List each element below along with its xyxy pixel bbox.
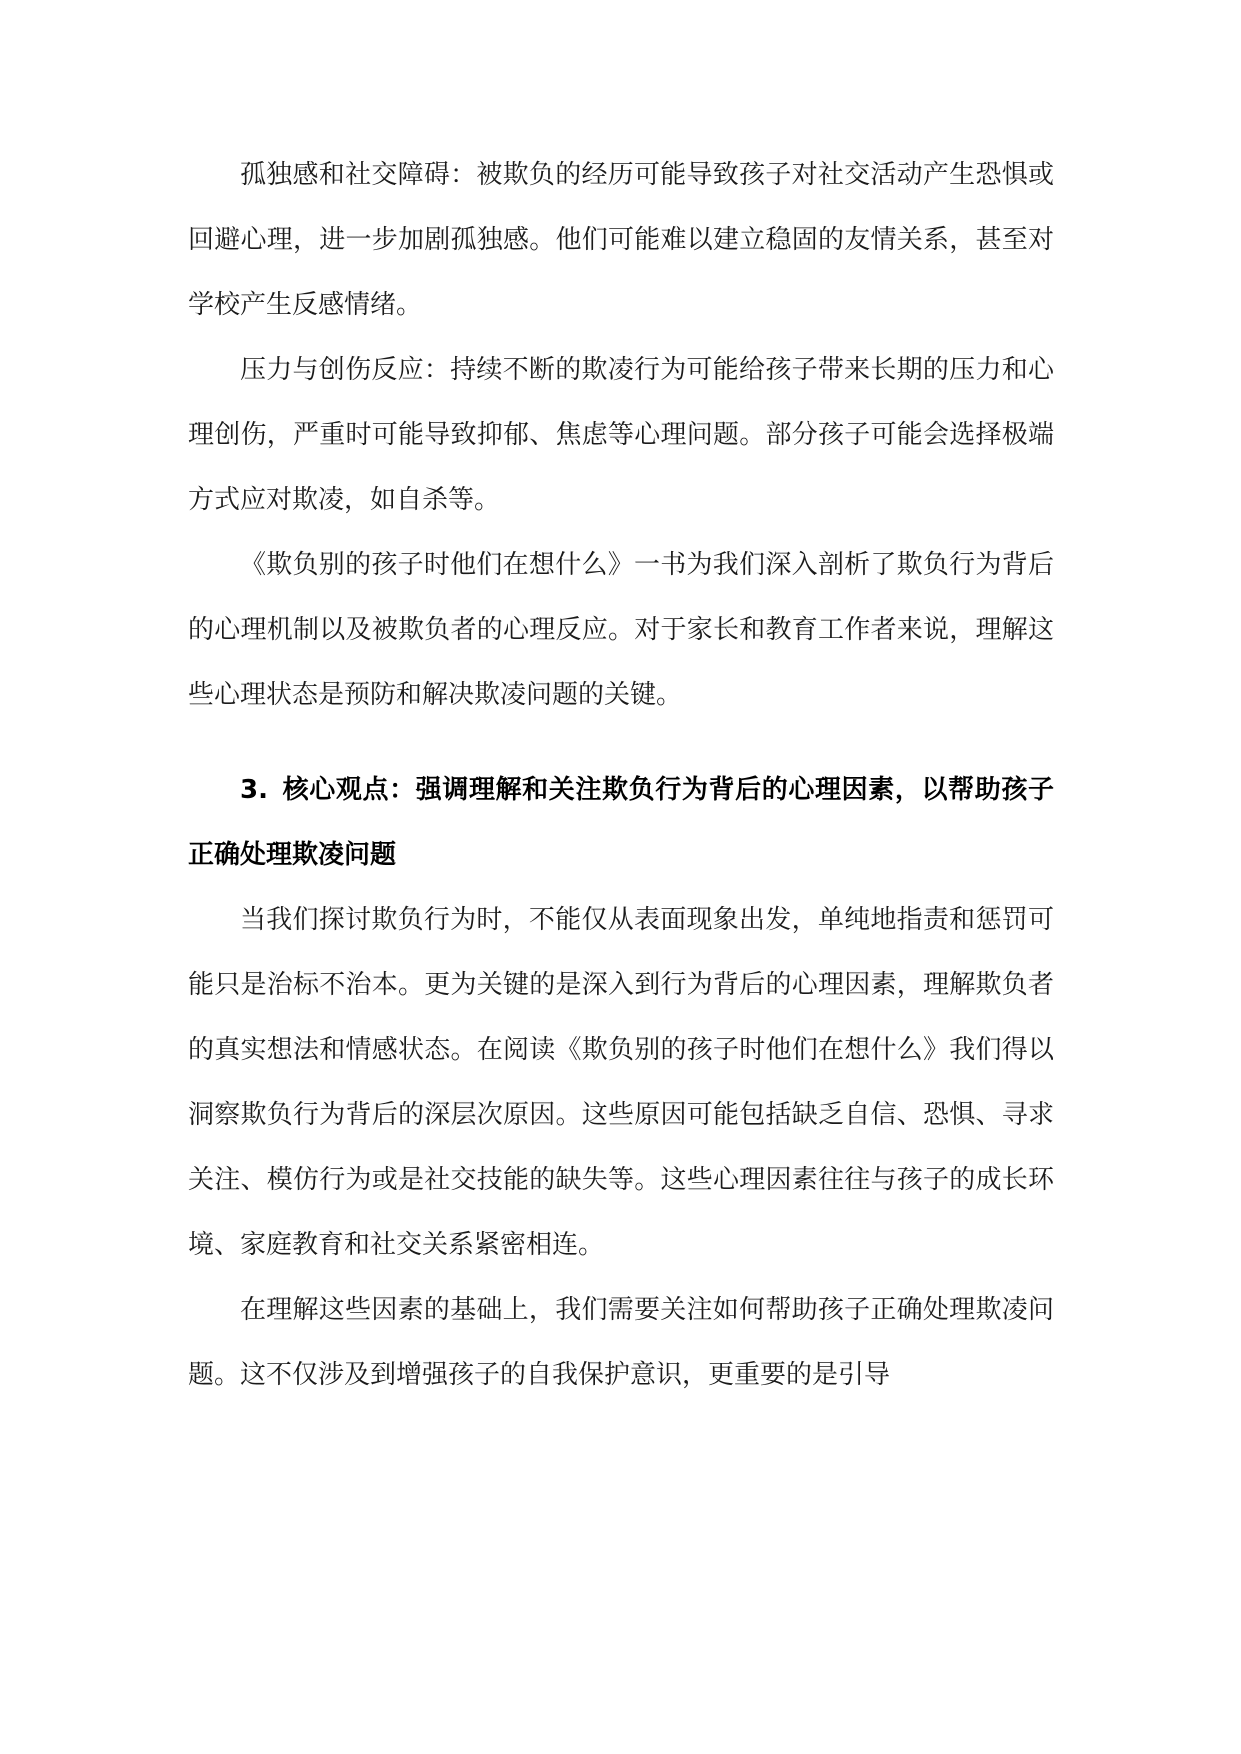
section-spacer: [188, 728, 1054, 758]
paragraph-book-summary: 《欺负别的孩子时他们在想什么》一书为我们深入剖析了欺负行为背后的心理机制以及被欺负者的心理反应。对于家长和教育工作者来说，理解这些心理状态是预防和解决欺凌问题的关键。: [188, 550, 1054, 710]
section-number: 3.: [240, 775, 268, 805]
section-title: 核心观点：强调理解和关注欺负行为背后的心理因素，以帮助孩子正确处理欺凌问题: [188, 775, 1054, 870]
document-body: [188, 143, 1054, 1408]
paragraph-loneliness: 孤独感和社交障碍：被欺负的经历可能导致孩子对社交活动产生恐惧或回避心理，进一步加剧孤独感。他们可能难以建立稳固的友情关系，甚至对学校产生反感情绪。: [188, 160, 1054, 320]
section-heading: [188, 758, 1054, 888]
paragraph-understanding-causes: 当我们探讨欺负行为时，不能仅从表面现象出发，单纯地指责和惩罚可能只是治标不治本。更为关键的是深入到行为背后的心理因素，理解欺负者的真实想法和情感状态。在阅读《欺负别的孩子时他们在想什么》我们得以洞察欺负行为背后的深层次原因。这些原因可能包括缺乏自信、恐惧、寻求关注、模仿行为或是社交技能的缺失等。这些心理因素往往与孩子的成长环境、家庭教育和社交关系紧密相连。: [188, 905, 1054, 1260]
paragraph-helping-children: 在理解这些因素的基础上，我们需要关注如何帮助孩子正确处理欺凌问题。这不仅涉及到增强孩子的自我保护意识，更重要的是引导: [188, 1295, 1054, 1390]
paragraph-stress-trauma: 压力与创伤反应：持续不断的欺凌行为可能给孩子带来长期的压力和心理创伤，严重时可能导致抑郁、焦虑等心理问题。部分孩子可能会选择极端方式应对欺凌，如自杀等。: [188, 355, 1054, 515]
